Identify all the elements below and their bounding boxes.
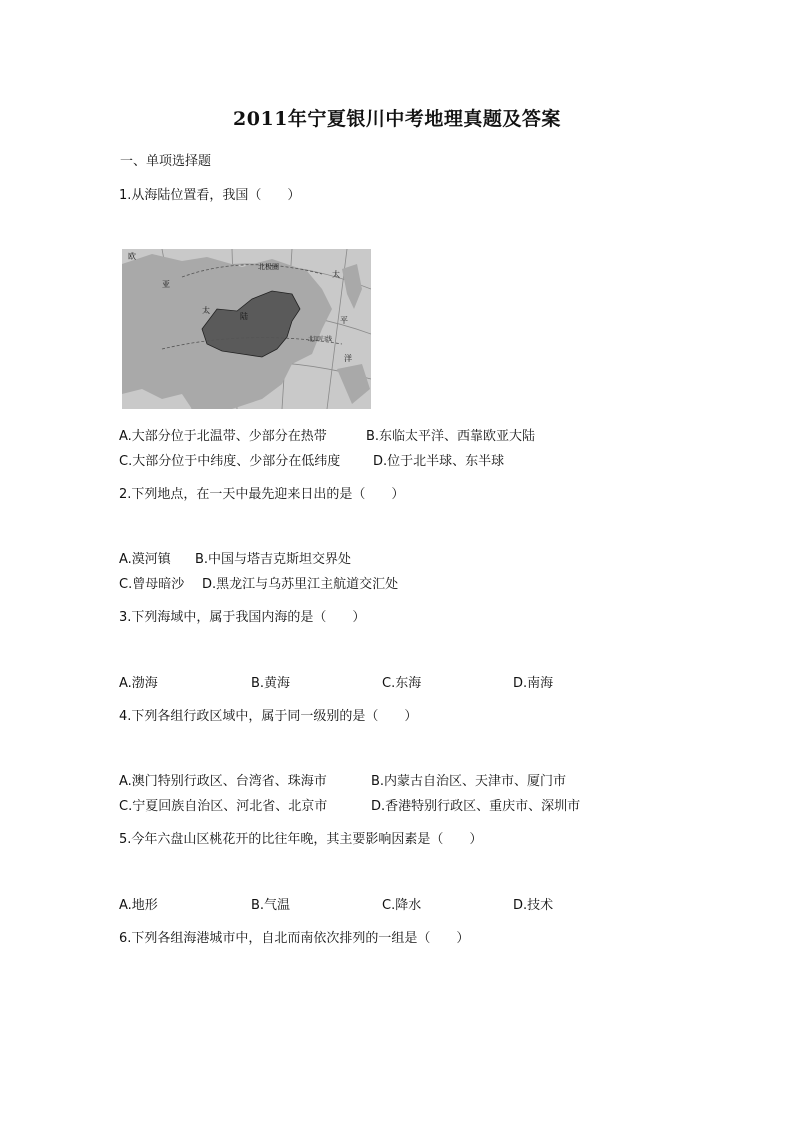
- map-label: 北极圈: [258, 263, 279, 271]
- question-1-option-b: B.东临太平洋、西靠欧亚大陆: [366, 429, 536, 444]
- section-heading: 一、单项选择题: [120, 154, 212, 169]
- question-2-option-b: B.中国与塔吉克斯坦交界处: [195, 552, 352, 567]
- question-2-option-c: C.曾母暗沙: [119, 577, 185, 592]
- map-label: 太: [332, 270, 340, 279]
- question-1-stem: 1.从海陆位置看，我国（ ）: [119, 188, 301, 203]
- question-1-option-a: A.大部分位于北温带、少部分在热带: [119, 429, 327, 444]
- question-2-stem: 2.下列地点，在一天中最先迎来日出的是（ ）: [119, 487, 405, 502]
- question-1-option-c: C.大部分位于中纬度、少部分在低纬度: [119, 454, 341, 469]
- map-label: 陆: [240, 312, 248, 321]
- question-5-option-a: A.地形: [119, 898, 158, 913]
- question-5-option-b: B.气温: [251, 898, 291, 913]
- map-label: 洋: [344, 354, 352, 363]
- question-3-stem: 3.下列海域中，属于我国内海的是（ ）: [119, 610, 366, 625]
- question-1-option-d: D.位于北半球、东半球: [373, 454, 505, 469]
- map-label: 太: [202, 306, 210, 315]
- question-3-option-c: C.东海: [382, 676, 422, 691]
- map-label: 欧: [128, 252, 136, 261]
- question-3-option-a: A.渤海: [119, 676, 158, 691]
- question-3-option-d: D.南海: [513, 676, 554, 691]
- map-label: 平: [340, 316, 348, 325]
- question-5-option-c: C.降水: [382, 898, 422, 913]
- question-4-option-b: B.内蒙古自治区、天津市、厦门市: [371, 774, 567, 789]
- question-4-option-c: C.宁夏回族自治区、河北省、北京市: [119, 799, 328, 814]
- map-label: 亚: [162, 280, 170, 289]
- page-title: 2011年宁夏银川中考地理真题及答案: [233, 108, 561, 130]
- question-3-option-b: B.黄海: [251, 676, 291, 691]
- question-6-stem: 6.下列各组海港城市中，自北而南依次排列的一组是（ ）: [119, 931, 470, 946]
- question-4-stem: 4.下列各组行政区域中，属于同一级别的是（ ）: [119, 709, 418, 724]
- question-2-option-d: D.黑龙江与乌苏里江主航道交汇处: [202, 577, 399, 592]
- asia-map-image: [122, 249, 371, 409]
- question-5-stem: 5.今年六盘山区桃花开的比往年晚，其主要影响因素是（ ）: [119, 832, 483, 847]
- question-5-option-d: D.技术: [513, 898, 554, 913]
- map-label: 北回归线: [308, 336, 333, 343]
- question-4-option-d: D.香港特别行政区、重庆市、深圳市: [371, 799, 581, 814]
- question-4-option-a: A.澳门特别行政区、台湾省、珠海市: [119, 774, 327, 789]
- question-2-option-a: A.漠河镇: [119, 552, 171, 567]
